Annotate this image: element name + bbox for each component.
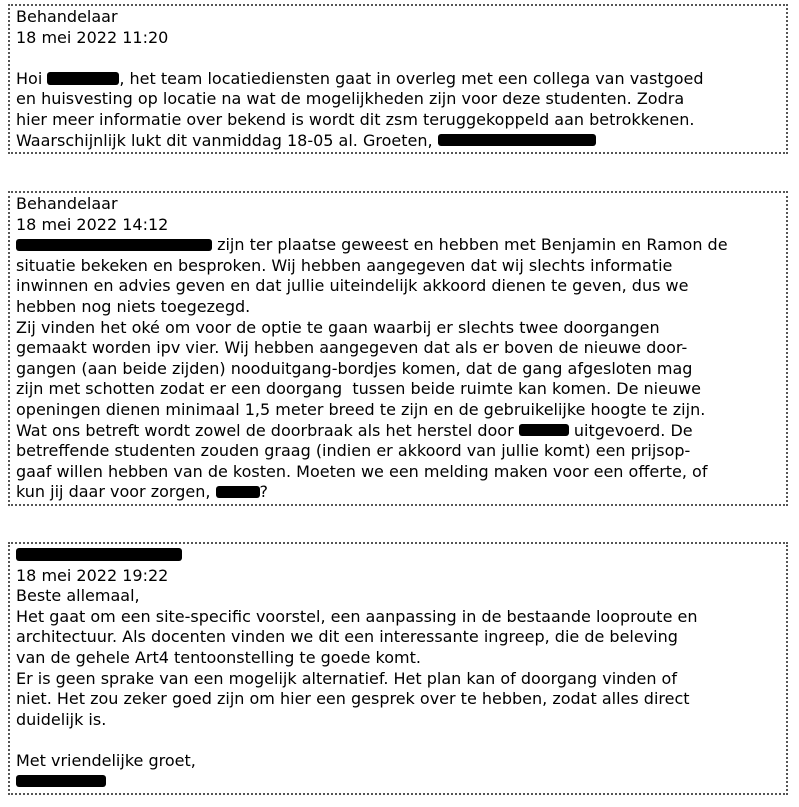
message-line: Met vriendelijke groet, (16, 750, 196, 770)
message-line: hier meer informatie over bekend is wordt dit zsm teruggekoppeld aan betrokkenen. (16, 109, 695, 129)
message-line: Waarschijnlijk lukt dit vanmiddag 18-05 al. Groeten, (16, 131, 780, 152)
message-author (16, 545, 780, 566)
message-line: van de gehele Art4 tentoonstelling te goede komt. (16, 647, 421, 667)
redaction-bar (16, 548, 182, 560)
message-line: Hoi , het team locatiediensten gaat in overleg met een collega van vastgoed (16, 68, 704, 88)
message-block (8, 191, 788, 506)
message-line: Beste allemaal, (16, 586, 140, 606)
message-line: betreffende studenten zouden graag (indien er akkoord van jullie komt) een prijsop- (16, 441, 691, 461)
redaction-bar (519, 424, 569, 436)
message-signoff (16, 772, 780, 793)
message-author: Behandelaar (16, 7, 118, 26)
message-line: gaaf willen hebben van de kosten. Moeten we een melding maken voor een offerte, of (16, 461, 708, 481)
message-line: Het gaat om een site-specific voorstel, een aanpassing in de bestaande looproute en (16, 606, 698, 626)
message-line: Zij vinden het oké om voor de optie te gaan waarbij er slechts twee doorgangen (16, 317, 660, 337)
message-line: zijn met schotten zodat er een doorgang tussen beide ruimte kan komen. De nieuwe (16, 379, 702, 399)
message-line: gemaakt worden ipv vier. Wij hebben aangegeven dat als er boven de nieuwe door- (16, 338, 688, 358)
blank-line (16, 730, 780, 751)
message-line: niet. Het zou zeker goed zijn om hier een gesprek over te hebben, zodat alles direct (16, 689, 690, 709)
message-line: gangen (aan beide zijden) nooduitgang-bordjes komen, dat de gang afgesloten mag (16, 358, 693, 378)
message-line: kun jij daar voor zorgen, ? (16, 482, 268, 502)
message-line: zijn ter plaatse geweest en hebben met Benjamin en Ramon de (16, 235, 780, 256)
message-line: architectuur. Als docenten vinden we dit een interessante ingreep, die de beleving (16, 627, 678, 647)
message-timestamp: 18 mei 2022 14:12 (16, 214, 169, 234)
message-line: duidelijk is. (16, 709, 107, 729)
message-line: Er is geen sprake van een mogelijk alternatief. Het plan kan of doorgang vinden of (16, 668, 677, 688)
message-line: openingen dienen minimaal 1,5 meter breed te zijn en de gebruikelijke hoogte te zijn. (16, 399, 706, 419)
message-line: hebben nog niets toegezegd. (16, 296, 251, 316)
message-line: en huisvesting op locatie na wat de mogelijkheden zijn voor deze studenten. Zodra (16, 89, 685, 109)
message-block (8, 4, 788, 154)
redaction-bar (16, 775, 106, 787)
message-block (8, 542, 788, 795)
message-line: situatie bekeken en besproken. Wij hebben aangegeven dat wij slechts informatie (16, 255, 673, 275)
blank-line (16, 48, 780, 69)
message-author: Behandelaar (16, 194, 118, 213)
message-line: inwinnen en advies geven en dat jullie uiteindelijk akkoord dienen te geven, dus we (16, 276, 689, 296)
redaction-bar (47, 72, 119, 84)
redaction-bar (216, 486, 260, 498)
redaction-bar (438, 134, 596, 146)
message-timestamp: 18 mei 2022 19:22 (16, 565, 169, 585)
redaction-bar (16, 239, 212, 251)
message-timestamp: 18 mei 2022 11:20 (16, 27, 169, 47)
message-line: Wat ons betreft wordt zowel de doorbraak als het herstel door uitgevoerd. De (16, 420, 693, 440)
